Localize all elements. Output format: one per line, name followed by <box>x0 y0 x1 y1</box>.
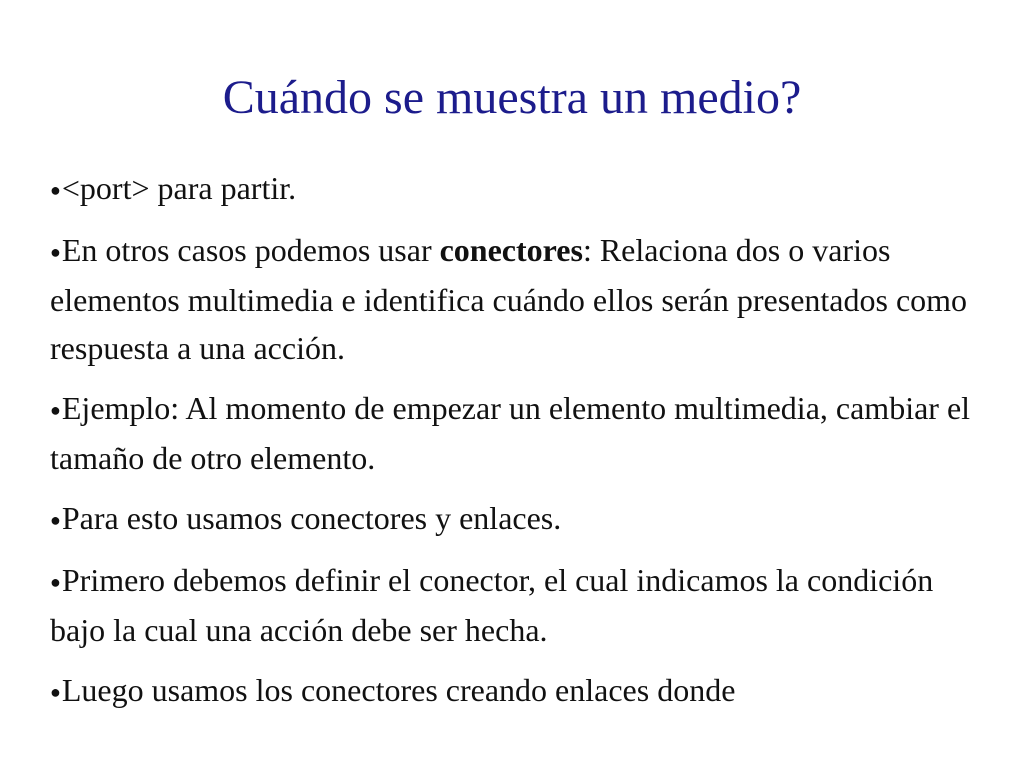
bullet-dot-icon: ● <box>50 572 61 592</box>
bullet-item <box>50 384 980 482</box>
bullet-text: Para esto usamos conectores y enlaces. <box>61 500 562 536</box>
bullet-text: : Relaciona dos o varios elementos multimedia e identifica cuándo ellos serán presentados como respuesta a una acción. <box>50 232 968 366</box>
bullet-text: Ejemplo: Al momento de empezar un elemento multimedia, cambiar el tamaño de otro elemento. <box>50 390 971 476</box>
bullet-dot-icon: ● <box>50 510 61 530</box>
bullet-text: En otros casos podemos usar <box>61 232 440 268</box>
bullet-item <box>50 494 980 544</box>
bullet-item <box>50 556 980 654</box>
bullet-dot-icon: ● <box>50 682 61 702</box>
bullet-text: Luego usamos los conectores creando enlaces donde <box>61 672 736 708</box>
bullet-dot-icon: ● <box>50 180 61 200</box>
bullet-dot-icon: ● <box>50 400 61 420</box>
bullet-item <box>50 666 980 716</box>
bullet-text: Primero debemos definir el conector, el cual indicamos la condición bajo la cual una acción debe ser hecha. <box>50 562 934 648</box>
bullet-emphasis: conectores <box>439 232 583 268</box>
slide-title: Cuándo se muestra un medio? <box>222 71 802 124</box>
bullet-item <box>50 226 980 372</box>
bullet-dot-icon: ● <box>50 242 61 262</box>
bullet-item <box>50 164 980 214</box>
bullet-list <box>50 164 980 728</box>
bullet-text: <port> para partir. <box>61 170 297 206</box>
